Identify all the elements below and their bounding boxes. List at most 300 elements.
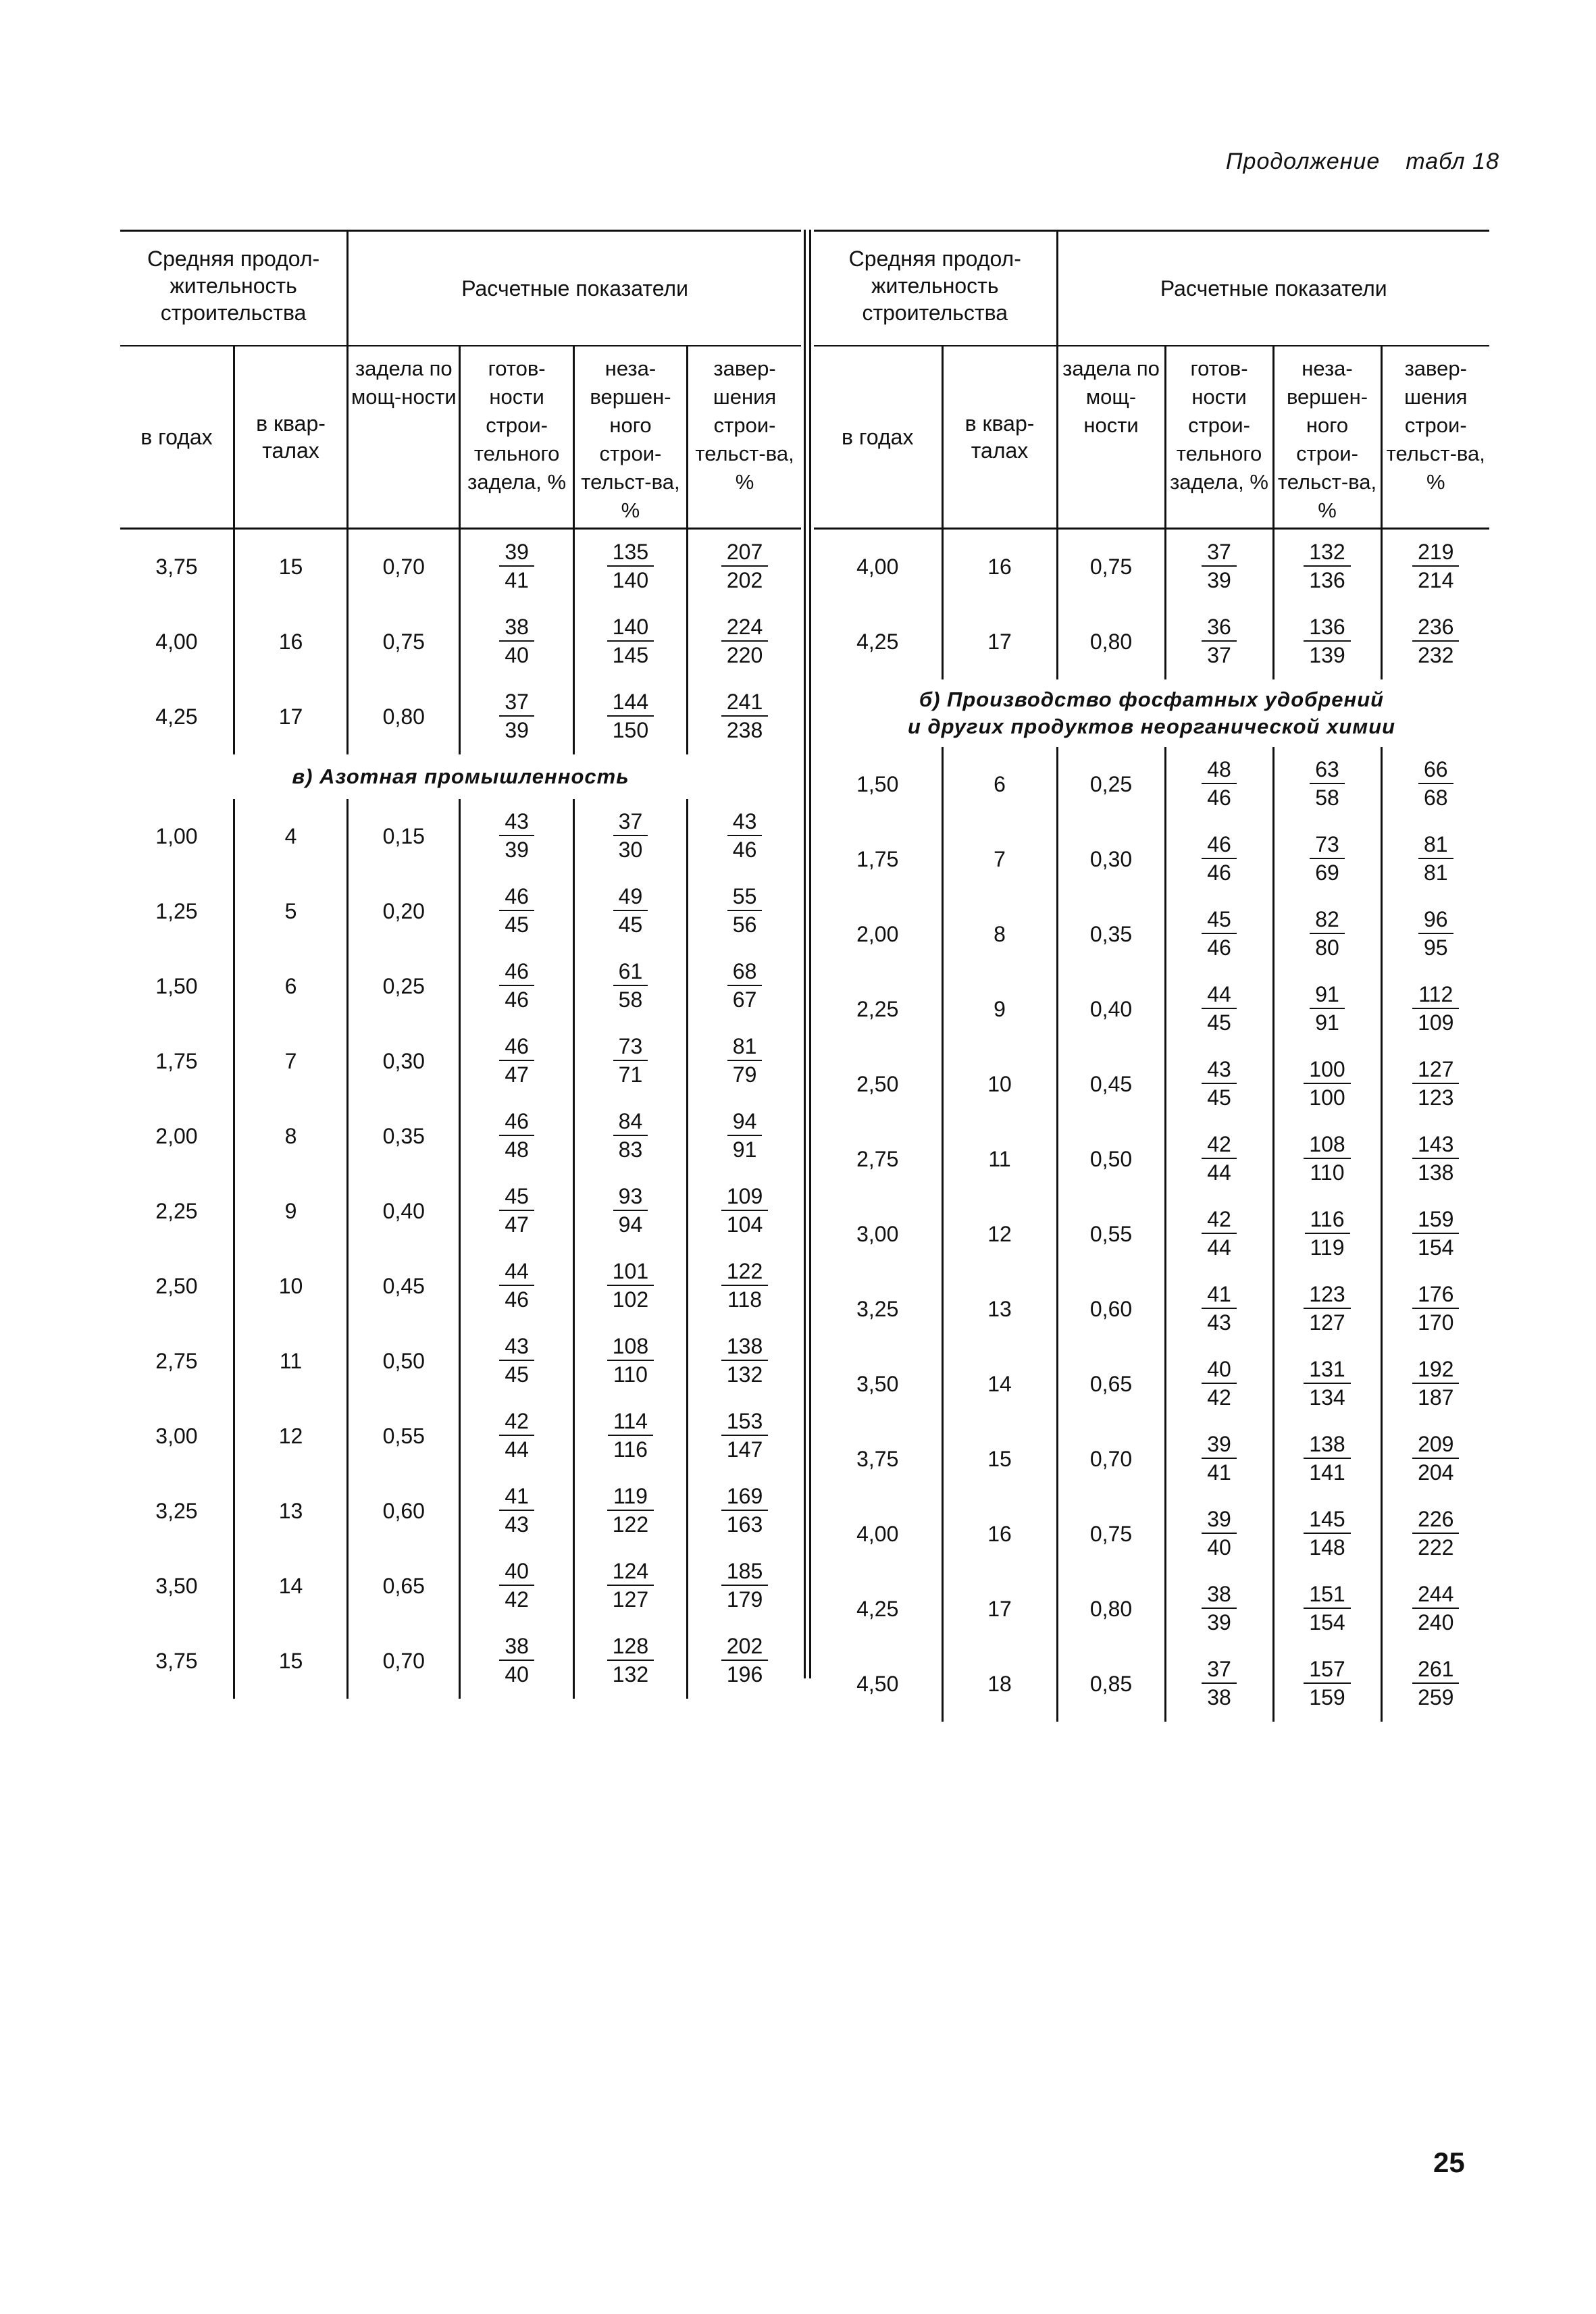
fraction <box>727 885 763 935</box>
years-cell: 2,75 <box>856 1147 899 1171</box>
table-row <box>814 747 1489 822</box>
backlog-cell: 0,55 <box>348 1399 460 1474</box>
denominator: 179 <box>726 1587 763 1612</box>
numerator: 140 <box>607 616 654 642</box>
numerator: 124 <box>607 1560 654 1586</box>
numerator: 43 <box>499 1335 534 1361</box>
denominator: 196 <box>726 1662 763 1687</box>
completion-cell <box>688 1474 801 1549</box>
readiness-cell <box>1165 1422 1273 1497</box>
numerator: 38 <box>499 616 534 642</box>
denominator: 44 <box>505 1437 529 1462</box>
denominator: 170 <box>1418 1310 1454 1335</box>
years-cell: 4,25 <box>856 1597 899 1621</box>
denominator: 69 <box>1315 860 1339 885</box>
numerator: 61 <box>613 960 648 986</box>
quarters-cell: 14 <box>234 1549 347 1624</box>
numerator: 55 <box>727 885 763 911</box>
fraction <box>613 885 648 935</box>
backlog-cell: 0,35 <box>1057 897 1165 972</box>
numerator: 135 <box>607 541 654 567</box>
left-table-wrapper <box>120 230 801 1699</box>
fraction <box>1412 983 1459 1033</box>
denominator: 118 <box>727 1287 763 1312</box>
numerator: 151 <box>1304 1583 1350 1609</box>
backlog-cell: 0,80 <box>1057 1572 1165 1647</box>
readiness-cell <box>1165 529 1273 605</box>
section-title-phosphate <box>814 679 1489 747</box>
fraction <box>1310 983 1345 1033</box>
numerator: 219 <box>1412 541 1459 567</box>
denominator: 139 <box>1309 643 1345 667</box>
denominator: 127 <box>612 1587 649 1612</box>
readiness-cell <box>1165 1122 1273 1197</box>
unfinished-cell <box>1273 747 1381 822</box>
numerator: 91 <box>1310 983 1345 1009</box>
backlog-cell: 0,75 <box>1057 1497 1165 1572</box>
fraction <box>1418 908 1453 958</box>
fraction <box>721 1410 768 1460</box>
table-row <box>120 1624 801 1699</box>
fraction <box>499 1035 534 1085</box>
numerator: 96 <box>1418 908 1453 934</box>
section-title-line1: б) Производство фосфатных удобрений <box>919 688 1385 711</box>
readiness-cell <box>1165 1497 1273 1572</box>
fraction <box>1202 1658 1237 1708</box>
table-row <box>814 1497 1489 1572</box>
quarters-cell: 17 <box>942 1572 1057 1647</box>
table-row <box>814 1047 1489 1122</box>
denominator: 94 <box>618 1212 643 1237</box>
numerator: 40 <box>499 1560 534 1586</box>
readiness-cell <box>460 1174 573 1249</box>
denominator: 110 <box>1310 1160 1345 1185</box>
unfinished-cell <box>573 1249 687 1324</box>
numerator: 108 <box>1304 1133 1350 1159</box>
numerator: 145 <box>1304 1508 1350 1534</box>
numerator: 39 <box>499 541 534 567</box>
fraction <box>1304 1508 1350 1558</box>
quarters-cell: 6 <box>942 747 1057 822</box>
completion-cell <box>688 949 801 1024</box>
fraction <box>499 811 534 860</box>
completion-cell <box>688 1174 801 1249</box>
readiness-cell <box>460 679 573 754</box>
fraction <box>1202 759 1237 808</box>
denominator: 132 <box>612 1662 649 1687</box>
numerator: 43 <box>1202 1058 1237 1084</box>
numerator: 224 <box>721 616 768 642</box>
numerator: 40 <box>1202 1358 1237 1384</box>
quarters-cell: 15 <box>234 1624 347 1699</box>
denominator: 141 <box>1309 1460 1345 1485</box>
fraction <box>1202 541 1237 591</box>
readiness-cell <box>1165 1572 1273 1647</box>
denominator: 132 <box>726 1362 763 1387</box>
quarters-cell: 13 <box>942 1272 1057 1347</box>
denominator: 47 <box>505 1212 529 1237</box>
fraction <box>1418 759 1453 808</box>
page-number: 25 <box>1433 2146 1465 2178</box>
readiness-cell <box>460 1549 573 1624</box>
table-row <box>120 1249 801 1324</box>
denominator: 71 <box>618 1062 643 1087</box>
numerator: 46 <box>499 1110 534 1136</box>
numerator: 43 <box>727 811 763 836</box>
denominator: 56 <box>732 912 757 937</box>
denominator: 222 <box>1418 1535 1454 1560</box>
denominator: 123 <box>1418 1085 1454 1110</box>
denominator: 39 <box>505 718 529 742</box>
fraction <box>499 1335 534 1385</box>
fraction <box>499 1185 534 1235</box>
years-cell: 2,00 <box>155 1124 198 1148</box>
years-cell: 1,50 <box>856 772 899 796</box>
numerator: 159 <box>1412 1208 1459 1234</box>
fraction <box>1310 833 1345 883</box>
fraction <box>1304 541 1350 591</box>
numerator: 157 <box>1304 1658 1350 1684</box>
numerator: 109 <box>721 1185 768 1211</box>
unfinished-cell <box>573 1549 687 1624</box>
completion-cell <box>688 1024 801 1099</box>
readiness-cell <box>1165 1272 1273 1347</box>
numerator: 122 <box>721 1260 768 1286</box>
readiness-cell <box>460 1249 573 1324</box>
numerator: 46 <box>499 960 534 986</box>
completion-cell <box>1381 897 1489 972</box>
denominator: 37 <box>1207 643 1231 667</box>
denominator: 45 <box>1207 1010 1231 1035</box>
table-row <box>120 605 801 679</box>
fraction <box>613 1035 648 1085</box>
denominator: 259 <box>1418 1685 1454 1709</box>
denominator: 110 <box>613 1362 648 1387</box>
denominator: 104 <box>726 1212 763 1237</box>
fraction <box>721 1185 768 1235</box>
section-title-nitrogen: в) Азотная промышленность <box>292 765 629 788</box>
backlog-cell: 0,70 <box>348 529 460 605</box>
readiness-cell <box>1165 897 1273 972</box>
backlog-cell: 0,80 <box>1057 605 1165 679</box>
years-cell: 3,75 <box>155 1649 198 1673</box>
denominator: 150 <box>612 718 649 742</box>
denominator: 204 <box>1418 1460 1454 1485</box>
table-row <box>120 1474 801 1549</box>
fraction <box>721 1335 768 1385</box>
numerator: 41 <box>1202 1283 1237 1309</box>
left-top-rows <box>120 529 801 755</box>
fraction <box>499 691 534 741</box>
unfinished-cell <box>1273 1347 1381 1422</box>
quarters-cell: 11 <box>942 1122 1057 1197</box>
completion-cell <box>1381 529 1489 605</box>
backlog-cell: 0,85 <box>1057 1647 1165 1722</box>
denominator: 163 <box>726 1512 763 1537</box>
backlog-cell: 0,65 <box>1057 1347 1165 1422</box>
denominator: 127 <box>1309 1310 1345 1335</box>
fraction <box>1202 1508 1237 1558</box>
completion-cell <box>1381 1272 1489 1347</box>
numerator: 82 <box>1310 908 1345 934</box>
table-row <box>814 822 1489 897</box>
quarters-cell: 16 <box>234 605 347 679</box>
unfinished-cell <box>1273 529 1381 605</box>
years-cell: 4,25 <box>155 704 198 729</box>
fraction <box>499 1110 534 1160</box>
completion-cell <box>688 799 801 874</box>
numerator: 114 <box>608 1410 653 1436</box>
fraction <box>721 691 768 741</box>
fraction <box>1304 1058 1350 1108</box>
years-cell: 3,50 <box>856 1372 899 1396</box>
fraction <box>1202 1283 1237 1333</box>
denominator: 81 <box>1423 860 1448 885</box>
readiness-cell <box>1165 1647 1273 1722</box>
fraction <box>1412 1208 1459 1258</box>
readiness-cell <box>460 605 573 679</box>
continuation-label: Продолжение <box>1225 149 1381 174</box>
readiness-cell <box>460 529 573 605</box>
fraction <box>1202 1433 1237 1483</box>
unfinished-cell <box>573 1024 687 1099</box>
years-cell: 1,00 <box>155 824 198 848</box>
unfinished-cell <box>573 1399 687 1474</box>
fraction <box>607 691 654 741</box>
fraction <box>727 960 763 1010</box>
unfinished-cell <box>573 1324 687 1399</box>
denominator: 45 <box>505 912 529 937</box>
numerator: 46 <box>1202 833 1237 859</box>
denominator: 91 <box>1315 1010 1339 1035</box>
fraction <box>613 811 648 860</box>
table-row <box>814 1572 1489 1647</box>
numerator: 63 <box>1310 759 1345 784</box>
denominator: 39 <box>505 838 529 862</box>
readiness-header: готов-ности строи-тельного задела, % <box>460 346 573 529</box>
unfinished-cell <box>573 949 687 1024</box>
denominator: 43 <box>505 1512 529 1537</box>
fraction <box>613 1185 648 1235</box>
right-top-rows <box>814 529 1489 680</box>
numerator: 37 <box>613 811 648 836</box>
completion-cell <box>688 874 801 949</box>
table-row <box>814 1647 1489 1722</box>
fraction <box>499 541 534 591</box>
denominator: 42 <box>1207 1385 1231 1410</box>
denominator: 40 <box>1207 1535 1231 1560</box>
fraction <box>721 616 768 666</box>
fraction <box>721 541 768 591</box>
quarters-cell: 15 <box>942 1422 1057 1497</box>
completion-cell <box>688 679 801 754</box>
years-cell: 4,50 <box>856 1672 899 1696</box>
numerator: 45 <box>1202 908 1237 934</box>
completion-header-right: завер-шения строи-тельст-ва, % <box>1381 346 1489 529</box>
fraction <box>1304 1283 1350 1333</box>
fraction <box>1304 1358 1350 1408</box>
table-row <box>814 972 1489 1047</box>
completion-cell <box>1381 1497 1489 1572</box>
years-cell: 3,75 <box>155 555 198 579</box>
quarters-cell: 16 <box>942 529 1057 605</box>
backlog-cell: 0,25 <box>348 949 460 1024</box>
years-header: в годах <box>120 346 234 529</box>
quarters-cell: 9 <box>942 972 1057 1047</box>
fraction <box>1202 833 1237 883</box>
numerator: 42 <box>499 1410 534 1436</box>
duration-header-right: Средняя продол-жительность строительства <box>814 231 1057 346</box>
denominator: 46 <box>1207 786 1231 810</box>
fraction <box>727 1035 763 1085</box>
readiness-cell <box>1165 605 1273 679</box>
fraction <box>1202 1058 1237 1108</box>
backlog-cell: 0,40 <box>1057 972 1165 1047</box>
table-row <box>120 1324 801 1399</box>
readiness-cell <box>460 949 573 1024</box>
quarters-cell: 8 <box>942 897 1057 972</box>
quarters-cell: 5 <box>234 874 347 949</box>
quarters-cell: 7 <box>942 822 1057 897</box>
completion-cell <box>688 1099 801 1174</box>
fraction <box>1412 1433 1459 1483</box>
backlog-cell: 0,40 <box>348 1174 460 1249</box>
numerator: 132 <box>1304 541 1350 567</box>
denominator: 187 <box>1418 1385 1454 1410</box>
years-cell: 2,00 <box>856 922 899 946</box>
fraction <box>1202 1358 1237 1408</box>
unfinished-cell <box>573 529 687 605</box>
numerator: 38 <box>1202 1583 1237 1609</box>
denominator: 220 <box>726 643 763 667</box>
denominator: 42 <box>505 1587 529 1612</box>
indicators-header: Расчетные показатели <box>348 231 801 346</box>
numerator: 94 <box>727 1110 763 1136</box>
numerator: 44 <box>1202 983 1237 1009</box>
quarters-cell: 14 <box>942 1347 1057 1422</box>
fraction <box>1304 1433 1350 1483</box>
table-row <box>814 529 1489 605</box>
right-section-rows <box>814 747 1489 1722</box>
denominator: 80 <box>1315 935 1339 960</box>
denominator: 119 <box>1310 1235 1345 1260</box>
table-row <box>120 1399 801 1474</box>
table-row <box>120 679 801 754</box>
table-row <box>814 1272 1489 1347</box>
numerator: 136 <box>1304 616 1350 642</box>
denominator: 138 <box>1418 1160 1454 1185</box>
numerator: 39 <box>1202 1508 1237 1534</box>
numerator: 176 <box>1412 1283 1459 1309</box>
denominator: 238 <box>726 718 763 742</box>
numerator: 48 <box>1202 759 1237 784</box>
numerator: 81 <box>1418 833 1453 859</box>
backlog-cell: 0,50 <box>348 1324 460 1399</box>
denominator: 46 <box>1207 935 1231 960</box>
readiness-cell <box>460 874 573 949</box>
backlog-cell: 0,15 <box>348 799 460 874</box>
readiness-cell <box>1165 747 1273 822</box>
numerator: 131 <box>1304 1358 1350 1384</box>
numerator: 153 <box>721 1410 768 1436</box>
fraction <box>1304 616 1350 666</box>
fraction <box>1412 1658 1459 1708</box>
unfinished-cell <box>573 679 687 754</box>
numerator: 241 <box>721 691 768 717</box>
years-cell: 4,00 <box>155 629 198 654</box>
numerator: 37 <box>499 691 534 717</box>
denominator: 83 <box>618 1137 643 1162</box>
completion-cell <box>1381 1647 1489 1722</box>
fraction <box>607 1335 654 1385</box>
backlog-cell: 0,55 <box>1057 1197 1165 1272</box>
denominator: 39 <box>1207 568 1231 592</box>
completion-cell <box>688 605 801 679</box>
numerator: 66 <box>1418 759 1453 784</box>
unfinished-cell <box>1273 1497 1381 1572</box>
denominator: 100 <box>1309 1085 1345 1110</box>
fraction <box>499 1485 534 1535</box>
numerator: 101 <box>607 1260 654 1286</box>
unfinished-cell <box>1273 1572 1381 1647</box>
years-cell: 1,75 <box>856 847 899 871</box>
fraction <box>613 960 648 1010</box>
table-row <box>120 1099 801 1174</box>
fraction <box>607 1260 654 1310</box>
numerator: 185 <box>721 1560 768 1586</box>
completion-cell <box>688 1399 801 1474</box>
numerator: 42 <box>1202 1208 1237 1234</box>
denominator: 91 <box>732 1137 757 1162</box>
backlog-cell: 0,50 <box>1057 1122 1165 1197</box>
left-table <box>120 230 801 1699</box>
completion-cell <box>1381 1047 1489 1122</box>
table-row <box>814 605 1489 679</box>
fraction <box>1304 1658 1350 1708</box>
denominator: 39 <box>1207 1610 1231 1635</box>
quarters-cell: 15 <box>234 529 347 605</box>
fraction <box>721 1485 768 1535</box>
denominator: 44 <box>1207 1235 1231 1260</box>
numerator: 46 <box>499 885 534 911</box>
backlog-cell: 0,65 <box>348 1549 460 1624</box>
quarters-cell: 7 <box>234 1024 347 1099</box>
years-cell: 2,50 <box>155 1274 198 1298</box>
numerator: 43 <box>499 811 534 836</box>
years-cell: 2,50 <box>856 1072 899 1096</box>
completion-cell <box>1381 822 1489 897</box>
numerator: 192 <box>1412 1358 1459 1384</box>
fraction <box>1202 1208 1237 1258</box>
numerator: 93 <box>613 1185 648 1211</box>
years-cell: 3,75 <box>856 1447 899 1471</box>
readiness-cell <box>460 1324 573 1399</box>
right-table-wrapper <box>814 230 1489 1722</box>
backlog-cell: 0,35 <box>348 1099 460 1174</box>
table-row <box>120 874 801 949</box>
completion-cell <box>688 1249 801 1324</box>
numerator: 119 <box>607 1485 654 1511</box>
unfinished-cell <box>1273 1047 1381 1122</box>
years-cell: 3,00 <box>856 1222 899 1246</box>
backlog-cell: 0,25 <box>1057 747 1165 822</box>
completion-cell <box>1381 1572 1489 1647</box>
denominator: 48 <box>505 1137 529 1162</box>
fraction <box>1412 1358 1459 1408</box>
quarters-cell: 12 <box>234 1399 347 1474</box>
denominator: 68 <box>1423 786 1448 810</box>
numerator: 73 <box>1310 833 1345 859</box>
